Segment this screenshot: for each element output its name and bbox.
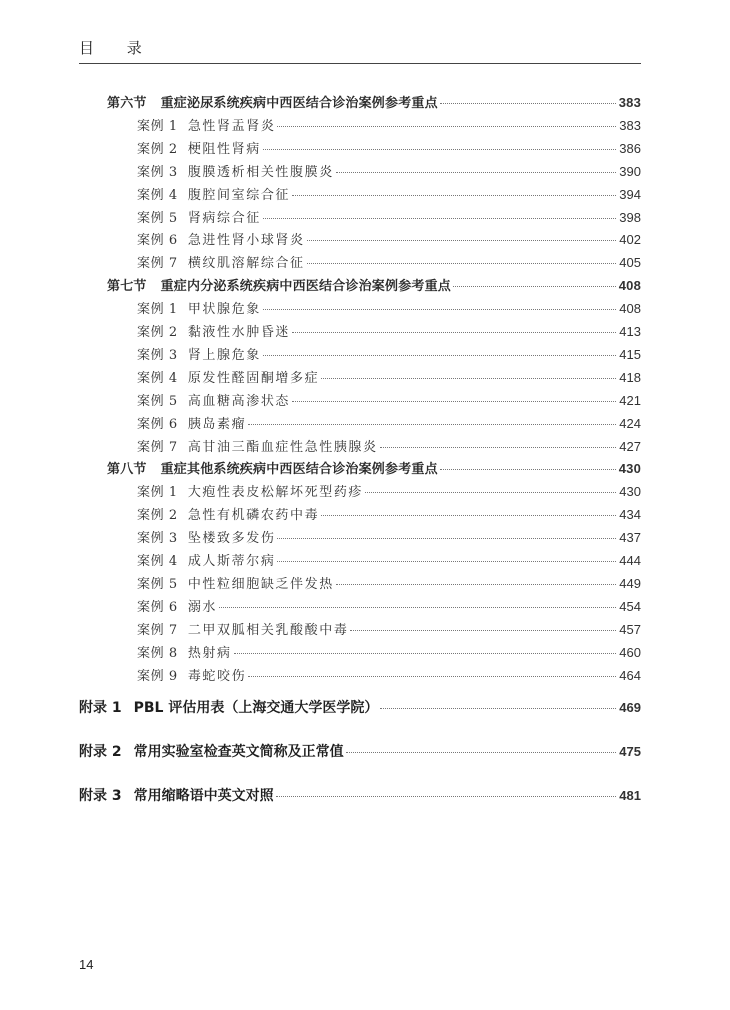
toc-case-entry-page: 390 bbox=[619, 163, 641, 179]
toc-case-entry-label: 案例 5 bbox=[137, 576, 178, 592]
toc-case-entry-page: 405 bbox=[619, 255, 641, 271]
toc-appendix-entry-label: 附录 2 bbox=[79, 744, 122, 760]
toc-case-entry[interactable] bbox=[137, 231, 641, 249]
toc-case-entry[interactable] bbox=[137, 575, 641, 593]
toc-case-entry[interactable] bbox=[137, 621, 641, 639]
toc-case-entry-label: 案例 1 bbox=[137, 302, 178, 318]
toc-case-entry-page: 434 bbox=[619, 507, 641, 523]
toc-appendix-entry-page: 469 bbox=[619, 700, 641, 715]
toc-case-entry-title: 溺水 bbox=[187, 599, 218, 615]
toc-case-entry-label: 案例 2 bbox=[137, 508, 178, 524]
toc-section-entry-title: 重症内分泌系统疾病中西医结合诊治案例参考重点 bbox=[160, 279, 452, 295]
toc-case-entry-title: 热射病 bbox=[187, 645, 232, 661]
toc-section-entry-title: 重症其他系统疾病中西医结合诊治案例参考重点 bbox=[160, 462, 438, 478]
toc-case-entry-page: 383 bbox=[619, 117, 641, 133]
toc-section-entry-title: 重症泌尿系统疾病中西医结合诊治案例参考重点 bbox=[160, 96, 438, 111]
page-number: 14 bbox=[79, 957, 94, 972]
toc-case-entry-label: 案例 8 bbox=[137, 645, 178, 661]
toc-case-entry-page: 418 bbox=[619, 369, 641, 385]
toc-case-entry-title: 梗阻性肾病 bbox=[187, 141, 261, 157]
toc-case-entry-title: 腹腔间室综合征 bbox=[187, 187, 291, 203]
toc-appendix-entry[interactable] bbox=[79, 699, 641, 717]
dot-leader bbox=[321, 515, 616, 516]
toc-section-entry[interactable] bbox=[107, 94, 641, 112]
toc-appendix-entry-page: 481 bbox=[619, 788, 641, 803]
toc-case-entry[interactable] bbox=[137, 483, 641, 501]
toc-case-entry-title: 原发性醛固酮增多症 bbox=[187, 370, 320, 386]
toc-case-entry[interactable] bbox=[137, 186, 641, 204]
toc-case-entry-title: 急进性肾小球肾炎 bbox=[187, 233, 305, 249]
dot-leader bbox=[263, 355, 616, 356]
toc-case-entry-label: 案例 1 bbox=[137, 118, 178, 134]
toc-case-entry-title: 大疱性表皮松解坏死型药疹 bbox=[187, 485, 364, 501]
toc-section-entry[interactable] bbox=[107, 460, 641, 478]
toc-section-entry[interactable] bbox=[107, 277, 641, 295]
toc-case-entry-title: 高甘油三酯血症性急性胰腺炎 bbox=[187, 439, 378, 455]
dot-leader bbox=[380, 447, 617, 448]
toc-case-entry[interactable] bbox=[137, 644, 641, 662]
page-header: 目 录 bbox=[79, 39, 156, 57]
toc-case-entry-page: 394 bbox=[619, 186, 641, 202]
toc-case-entry-title: 高血糖高渗状态 bbox=[187, 393, 291, 409]
toc-case-entry-title: 腹膜透析相关性腹膜炎 bbox=[187, 164, 334, 180]
toc-case-entry[interactable] bbox=[137, 392, 641, 410]
dot-leader bbox=[365, 492, 616, 493]
toc-section-entry-label: 第八节 bbox=[107, 462, 147, 478]
toc-section-entry-label: 第六节 bbox=[107, 96, 147, 111]
dot-leader bbox=[453, 286, 616, 287]
toc-case-entry-label: 案例 4 bbox=[137, 370, 178, 386]
toc-case-entry-label: 案例 2 bbox=[137, 325, 178, 340]
toc-case-entry-page: 449 bbox=[619, 575, 641, 591]
toc-appendix-entry-title: 常用缩略语中英文对照 bbox=[133, 788, 274, 804]
toc-case-entry-title: 肾病综合征 bbox=[187, 210, 261, 226]
toc-case-entry-label: 案例 9 bbox=[137, 668, 178, 684]
toc-case-entry-page: 460 bbox=[619, 644, 641, 660]
toc-case-entry-title: 坠楼致多发伤 bbox=[187, 531, 276, 547]
dot-leader bbox=[336, 584, 616, 585]
toc-case-entry-title: 成人斯蒂尔病 bbox=[187, 554, 276, 569]
header-rule bbox=[79, 63, 641, 64]
dot-leader bbox=[350, 630, 616, 631]
toc-case-entry-page: 437 bbox=[619, 530, 641, 546]
toc-case-entry-label: 案例 3 bbox=[137, 347, 178, 363]
toc-case-entry-page: 464 bbox=[619, 667, 641, 683]
toc-case-entry[interactable] bbox=[137, 415, 641, 433]
toc-appendix-entry[interactable] bbox=[79, 743, 641, 761]
toc-case-entry-title: 黏液性水肿昏迷 bbox=[187, 325, 291, 340]
toc-case-entry[interactable] bbox=[137, 140, 641, 158]
toc-case-entry[interactable] bbox=[137, 667, 641, 685]
toc-appendix-entry-label: 附录 1 bbox=[79, 700, 122, 716]
toc-case-entry-label: 案例 7 bbox=[137, 439, 178, 455]
toc-case-entry-label: 案例 3 bbox=[137, 164, 178, 180]
toc-case-entry[interactable] bbox=[137, 369, 641, 387]
toc-case-entry-label: 案例 7 bbox=[137, 256, 178, 272]
toc-case-entry-title: 胰岛素瘤 bbox=[187, 416, 247, 432]
dot-leader bbox=[321, 378, 616, 379]
toc-case-entry-page: 413 bbox=[619, 324, 641, 339]
dot-leader bbox=[277, 561, 616, 562]
toc-case-entry-page: 408 bbox=[619, 301, 641, 317]
toc-case-entry-page: 430 bbox=[619, 484, 641, 500]
toc-case-entry[interactable] bbox=[137, 506, 641, 524]
toc-case-entry-page: 454 bbox=[619, 598, 641, 614]
toc-case-entry[interactable] bbox=[137, 323, 641, 341]
dot-leader bbox=[277, 126, 616, 127]
dot-leader bbox=[440, 469, 616, 470]
dot-leader bbox=[307, 240, 617, 241]
dot-leader bbox=[263, 149, 616, 150]
toc-case-entry-title: 急性有机磷农药中毒 bbox=[187, 508, 320, 524]
toc-case-entry-label: 案例 5 bbox=[137, 393, 178, 409]
toc-appendix-entry-title: PBL 评估用表（上海交通大学医学院） bbox=[133, 700, 379, 716]
dot-leader bbox=[380, 708, 616, 709]
toc-section-entry-page: 383 bbox=[618, 95, 641, 110]
dot-leader bbox=[234, 653, 617, 654]
toc-case-entry-page: 427 bbox=[619, 438, 641, 454]
toc-appendix-entry[interactable] bbox=[79, 787, 641, 805]
toc-case-entry-page: 457 bbox=[619, 621, 641, 637]
toc-case-entry[interactable] bbox=[137, 117, 641, 135]
dot-leader bbox=[292, 332, 616, 333]
toc-case-entry-title: 肾上腺危象 bbox=[187, 347, 261, 363]
toc-case-entry-label: 案例 7 bbox=[137, 622, 178, 638]
dot-leader bbox=[248, 676, 616, 677]
toc-case-entry-title: 急性肾盂肾炎 bbox=[187, 118, 276, 134]
toc-case-entry-label: 案例 6 bbox=[137, 233, 178, 249]
toc-case-entry-title: 中性粒细胞缺乏伴发热 bbox=[187, 576, 334, 592]
dot-leader bbox=[440, 103, 616, 104]
dot-leader bbox=[336, 172, 616, 173]
toc-section-entry-label: 第七节 bbox=[107, 279, 147, 295]
toc-case-entry[interactable] bbox=[137, 598, 641, 616]
toc-case-entry[interactable] bbox=[137, 438, 641, 456]
toc-case-entry-page: 402 bbox=[619, 232, 641, 248]
toc-appendix-entry-title: 常用实验室检查英文简称及正常值 bbox=[133, 744, 344, 760]
toc-case-entry-page: 398 bbox=[619, 209, 641, 225]
toc-case-entry-label: 案例 3 bbox=[137, 531, 178, 547]
dot-leader bbox=[263, 218, 616, 219]
dot-leader bbox=[277, 538, 616, 539]
dot-leader bbox=[263, 309, 616, 310]
toc-case-entry[interactable] bbox=[137, 552, 641, 570]
toc-case-entry-page: 386 bbox=[619, 140, 641, 156]
toc-appendix-entry-page: 475 bbox=[619, 744, 641, 759]
toc-case-entry[interactable] bbox=[137, 346, 641, 364]
dot-leader bbox=[346, 752, 617, 753]
toc-case-entry-label: 案例 6 bbox=[137, 599, 178, 615]
toc-case-entry-page: 415 bbox=[619, 346, 641, 362]
toc-case-entry-label: 案例 4 bbox=[137, 554, 178, 569]
toc-case-entry-title: 二甲双胍相关乳酸酸中毒 bbox=[187, 622, 349, 638]
toc-case-entry-title: 毒蛇咬伤 bbox=[187, 668, 247, 684]
toc-section-entry-page: 430 bbox=[618, 461, 641, 477]
dot-leader bbox=[292, 401, 616, 402]
toc-case-entry-label: 案例 4 bbox=[137, 187, 178, 203]
toc-case-entry-title: 甲状腺危象 bbox=[187, 302, 261, 318]
toc-case-entry-title: 横纹肌溶解综合征 bbox=[187, 256, 305, 272]
toc-case-entry-page: 444 bbox=[619, 553, 641, 568]
toc-case-entry-page: 421 bbox=[619, 392, 641, 408]
dot-leader bbox=[292, 195, 616, 196]
toc-case-entry[interactable] bbox=[137, 163, 641, 181]
toc-case-entry[interactable] bbox=[137, 254, 641, 272]
toc-section-entry-page: 408 bbox=[618, 278, 641, 294]
toc-case-entry[interactable] bbox=[137, 300, 641, 318]
toc-case-entry[interactable] bbox=[137, 209, 641, 227]
toc-case-entry-label: 案例 1 bbox=[137, 485, 178, 501]
toc-case-entry-label: 案例 5 bbox=[137, 210, 178, 226]
dot-leader bbox=[219, 607, 616, 608]
toc-case-entry-page: 424 bbox=[619, 415, 641, 431]
toc-case-entry[interactable] bbox=[137, 529, 641, 547]
toc-case-entry-label: 案例 6 bbox=[137, 416, 178, 432]
toc-appendix-entry-label: 附录 3 bbox=[79, 788, 122, 804]
dot-leader bbox=[307, 263, 617, 264]
dot-leader bbox=[248, 424, 616, 425]
toc-case-entry-label: 案例 2 bbox=[137, 141, 178, 157]
dot-leader bbox=[276, 796, 617, 797]
